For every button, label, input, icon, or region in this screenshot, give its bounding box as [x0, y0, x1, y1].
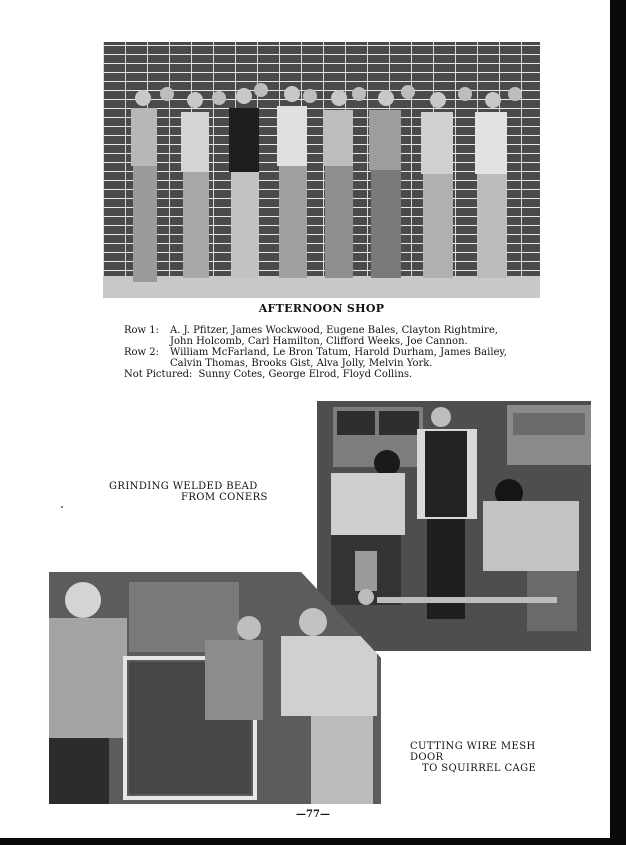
roster [124, 325, 534, 380]
row2-names-1: William McFarland, Le Bron Tatum, Harold Durham, James Bailey, [170, 347, 507, 358]
roster-row1-line2 [124, 336, 534, 347]
afternoon-shop-title: AFTERNOON SHOP [258, 302, 385, 315]
not-pictured-label: Not Pictured: [124, 369, 193, 380]
wire-mesh-scene-illustration [49, 572, 381, 804]
afternoon-shop-group-photo [103, 42, 540, 298]
group-of-men-illustration [103, 42, 540, 298]
print-speck [61, 506, 63, 508]
page-number: —77— [296, 809, 330, 820]
roster-row1-line1 [124, 325, 534, 336]
row1-names-2: John Holcomb, Carl Hamilton, Clifford Weeks, Joe Cannon. [170, 336, 468, 347]
wire-mesh-caption-line2: TO SQUIRREL CAGE [422, 763, 537, 774]
wire-mesh-caption [410, 741, 560, 774]
page-edge-bottom [0, 838, 626, 845]
roster-row2-line1 [124, 347, 534, 358]
wire-mesh-photo [49, 572, 381, 804]
grinding-photo [317, 401, 591, 651]
not-pictured-names: Sunny Cotes, George Elrod, Floyd Collins. [198, 369, 413, 380]
row1-names-1: A. J. Pfitzer, James Wockwood, Eugene Bales, Clayton Rightmire, [170, 325, 498, 336]
wire-mesh-caption-line1: CUTTING WIRE MESH DOOR [410, 741, 536, 763]
row2-names-2: Calvin Thomas, Brooks Gist, Alva Jolly, Melvin York. [170, 358, 433, 369]
roster-not-pictured [124, 369, 534, 380]
page-edge-right [610, 0, 626, 845]
row2-label: Row 2: [124, 347, 160, 358]
grinding-caption-line1: GRINDING WELDED BEAD [109, 481, 258, 492]
row1-label: Row 1: [124, 325, 160, 336]
roster-row2-line2 [124, 358, 534, 369]
grinding-caption [109, 481, 279, 503]
grinding-caption-line2: FROM CONERS [181, 492, 268, 503]
grinding-scene-illustration [317, 401, 591, 651]
